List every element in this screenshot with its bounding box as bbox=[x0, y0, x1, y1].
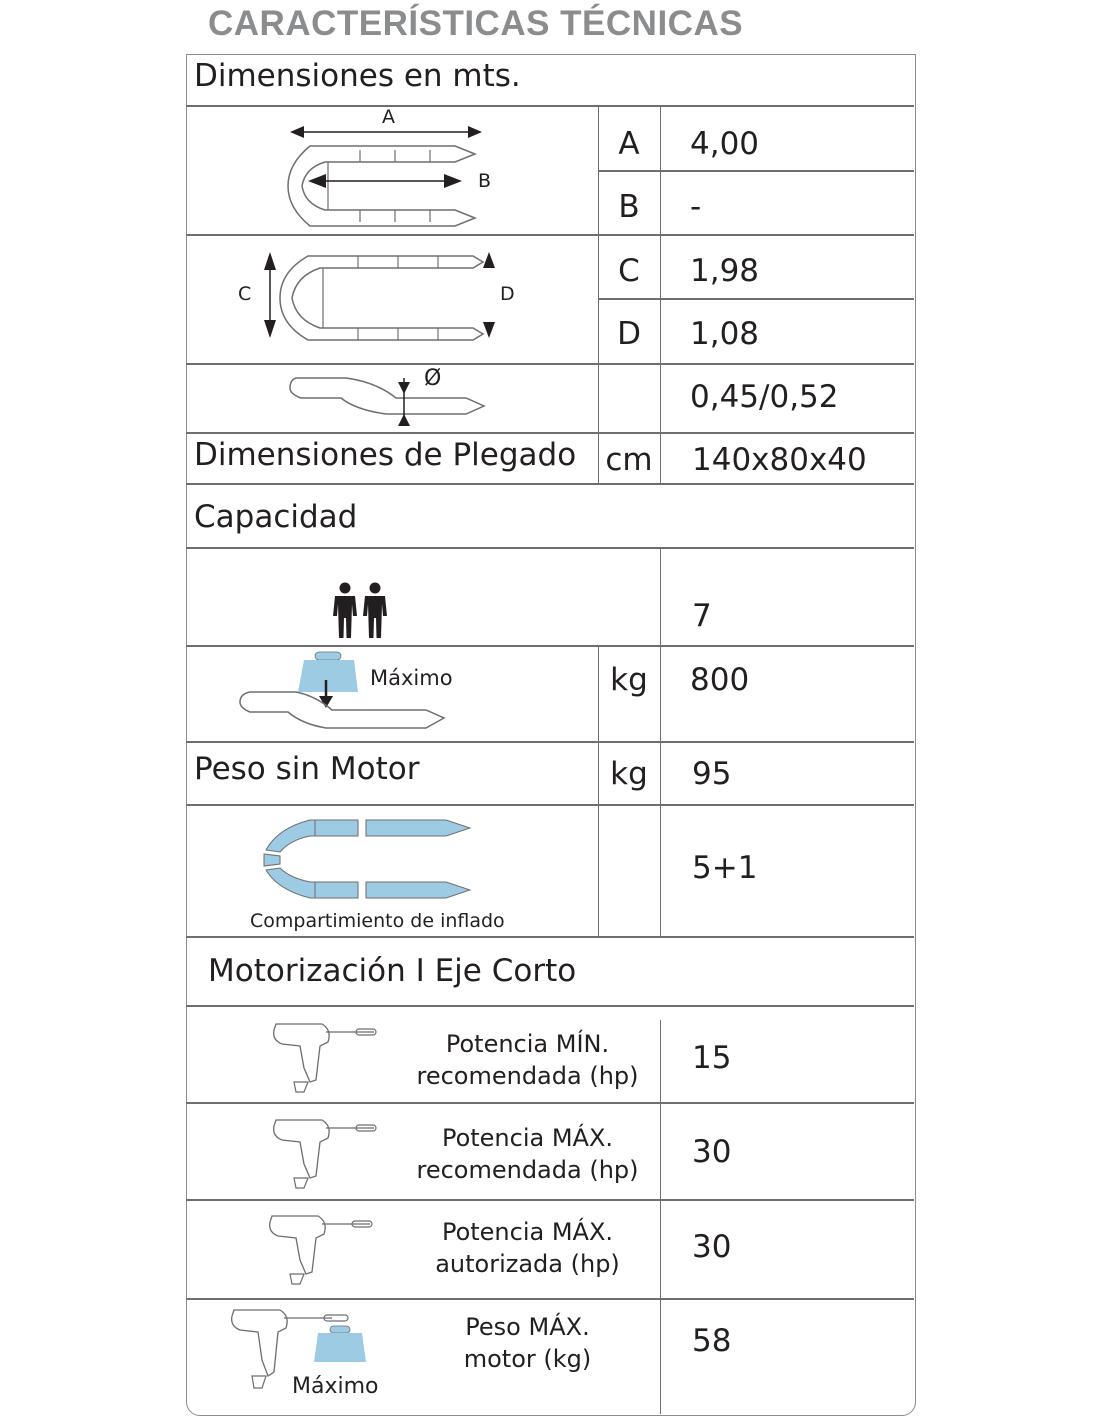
outboard-motor-icon bbox=[270, 1116, 380, 1194]
outboard-motor-icon bbox=[266, 1212, 376, 1290]
section-motorizacion: Motorización I Eje Corto bbox=[208, 953, 577, 989]
dim-value-d: 1,08 bbox=[690, 316, 760, 352]
people-icon bbox=[330, 582, 392, 640]
outboard-motor-icon bbox=[270, 1020, 380, 1098]
divider bbox=[186, 741, 914, 743]
compartments-icon bbox=[260, 816, 476, 902]
section-dimensiones: Dimensiones en mts. bbox=[194, 58, 521, 94]
compartments-value: 5+1 bbox=[692, 850, 758, 886]
peso-value: 95 bbox=[692, 756, 732, 792]
divider bbox=[186, 234, 914, 236]
divider bbox=[186, 645, 914, 647]
motor-row-2-value: 30 bbox=[692, 1134, 732, 1170]
dim-label-a: A bbox=[618, 126, 640, 162]
divider bbox=[186, 1298, 914, 1300]
diagram-label-d: D bbox=[500, 283, 515, 305]
motor-row-3-line2: autorizada (hp) bbox=[435, 1250, 620, 1278]
motor-row-1-value: 15 bbox=[692, 1040, 732, 1076]
column-divider bbox=[660, 105, 661, 484]
motor-row-3-value: 30 bbox=[692, 1229, 732, 1265]
peso-label: Peso sin Motor bbox=[194, 751, 420, 787]
divider bbox=[598, 298, 914, 300]
motor-row-1-line1: Potencia MÍN. bbox=[445, 1030, 610, 1058]
divider bbox=[186, 363, 914, 365]
dim-label-b: B bbox=[618, 189, 640, 225]
motor-row-4-line2: motor (kg) bbox=[463, 1345, 592, 1373]
motor-row-1-line2: recomendada (hp) bbox=[416, 1062, 639, 1090]
dim-label-d: D bbox=[617, 316, 641, 352]
motor-row-3-label bbox=[405, 1216, 650, 1280]
motor-weight-caption: Máximo bbox=[292, 1374, 379, 1399]
divider bbox=[186, 1102, 914, 1104]
plegado-value: 140x80x40 bbox=[692, 442, 867, 478]
divider bbox=[186, 432, 914, 434]
divider bbox=[598, 170, 914, 172]
diagram-label-diameter: Ø bbox=[424, 366, 442, 391]
boat-top-view-icon bbox=[258, 248, 508, 348]
column-divider bbox=[660, 645, 661, 936]
divider bbox=[186, 105, 914, 107]
divider bbox=[186, 804, 914, 806]
motor-row-2-label bbox=[405, 1122, 650, 1186]
divider bbox=[186, 1005, 914, 1007]
column-divider bbox=[660, 547, 661, 645]
divider bbox=[186, 936, 914, 938]
carga-unit: kg bbox=[610, 662, 648, 698]
dim-value-a: 4,00 bbox=[690, 126, 760, 162]
section-capacidad: Capacidad bbox=[194, 499, 358, 535]
motor-row-2-line2: recomendada (hp) bbox=[416, 1156, 639, 1184]
divider bbox=[186, 547, 914, 549]
plegado-label: Dimensiones de Plegado bbox=[194, 437, 577, 473]
plegado-unit: cm bbox=[605, 442, 653, 478]
divider bbox=[186, 1199, 914, 1201]
compartments-caption: Compartimiento de inflado bbox=[250, 910, 505, 932]
motor-row-1-label bbox=[405, 1028, 650, 1092]
motor-row-3-line1: Potencia MÁX. bbox=[441, 1218, 614, 1246]
motor-row-4-line1: Peso MÁX. bbox=[465, 1313, 590, 1341]
carga-caption: Máximo bbox=[370, 666, 453, 690]
motor-row-4-label bbox=[405, 1311, 650, 1375]
diagram-label-b: B bbox=[478, 170, 492, 192]
weight-icon bbox=[310, 1326, 370, 1366]
diagram-label-a: A bbox=[382, 106, 395, 128]
motor-row-4-value: 58 bbox=[692, 1323, 732, 1359]
dim-label-c: C bbox=[618, 253, 640, 289]
capacidad-personas-value: 7 bbox=[692, 598, 712, 634]
diagram-label-c: C bbox=[238, 283, 252, 305]
divider bbox=[186, 483, 914, 485]
column-divider bbox=[660, 1020, 661, 1414]
dim-value-c: 1,98 bbox=[690, 253, 760, 289]
dim-value-b: - bbox=[690, 189, 702, 225]
weight-icon bbox=[236, 652, 450, 736]
page-title: CARACTERÍSTICAS TÉCNICAS bbox=[208, 4, 744, 43]
boat-side-view-icon bbox=[286, 368, 496, 430]
peso-unit: kg bbox=[610, 756, 648, 792]
carga-value: 800 bbox=[690, 662, 750, 698]
dim-value-diameter: 0,45/0,52 bbox=[690, 379, 839, 415]
motor-row-2-line1: Potencia MÁX. bbox=[441, 1124, 614, 1152]
